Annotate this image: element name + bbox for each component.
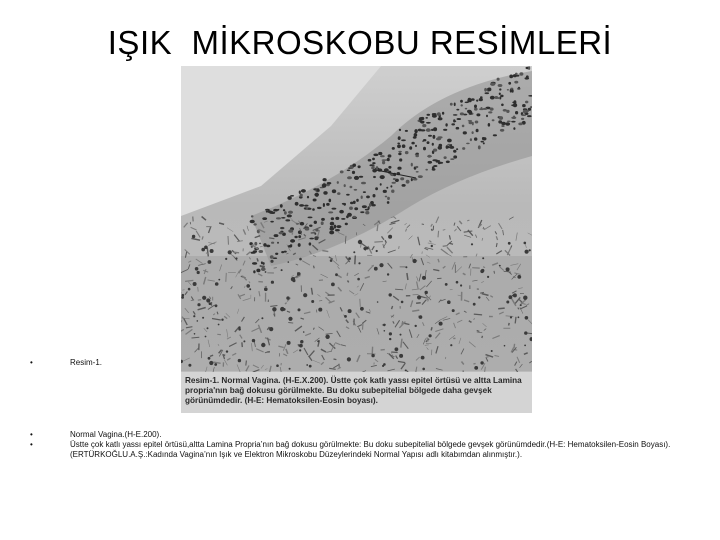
bullet-text: Üstte çok katlı yassı epitel örtüsü,altta Lamina Propria’nın bağ dokusu görülmekte: Bu doku subepitelial bölgede gevşek görünümdedir.(H-E: Hematoksilen-Eosin Boyası).(ERTÜRKOĞLU.A.Ş.:Kadında Vagina’nın Işık ve Elektron Mikroskobu Düzeylerindeki Normal Yapısı adlı kitabımdan alınmıştır.). (70, 440, 671, 459)
bullet-text: Normal Vagina.(H-E.200). (70, 430, 162, 439)
bullet-marker: • (30, 358, 33, 367)
slide-title: IŞIK MİKROSKOBU RESİMLERİ (107, 24, 613, 61)
figure-caption: Resim-1. Normal Vagina. (H-E.X.200). Üstte çok katlı yassı epitel örtüsü ve altta Lamina propria'nın bağ dokusu görülmekte. Bu doku subepitelial bölgede daha gevşek görünümdedir. (H-E: Hematoksilen-Eosin boyası). (185, 376, 522, 405)
bullet-marker: • (30, 430, 33, 439)
bullet-marker: • (30, 440, 33, 449)
bullet-text: Resim-1. (70, 358, 103, 367)
